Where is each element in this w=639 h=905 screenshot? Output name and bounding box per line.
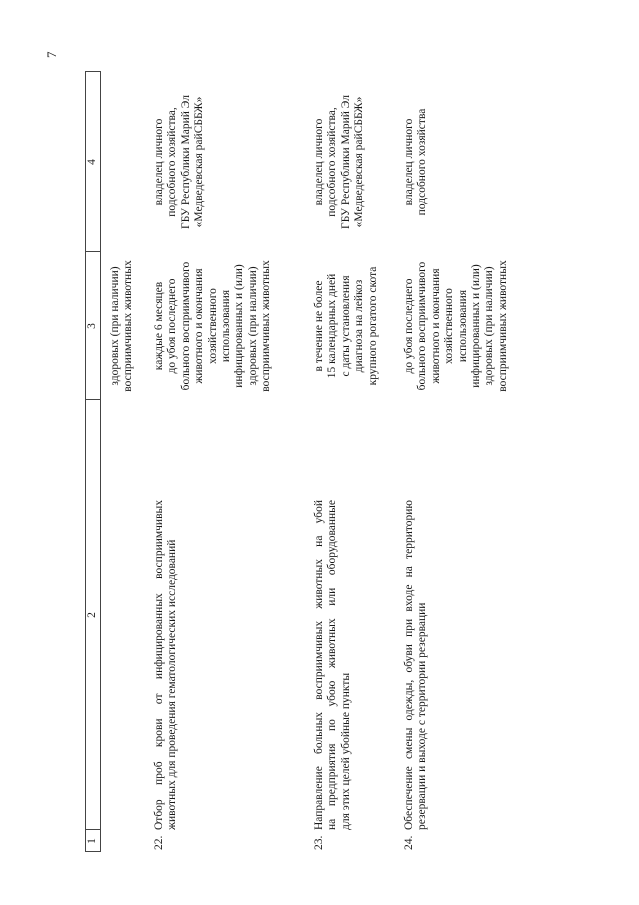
table	[85, 62, 525, 852]
desc-line: для этих целей убойные пункты	[339, 672, 352, 830]
header-col-3: 3	[86, 323, 98, 329]
period-line: крупного рогатого скота	[366, 266, 379, 386]
period-line: животного и окончания	[193, 268, 206, 384]
responsible-line: «Медведевская райСББЖ»	[193, 96, 206, 228]
row-period	[313, 252, 380, 400]
carryover-line: восприимчивых животных	[122, 260, 135, 392]
responsible-line: подсобного хозяйства,	[166, 107, 179, 217]
responsible-line: ГБУ Республики Марий Эл	[179, 95, 192, 229]
period-line: с даты установления	[339, 275, 352, 377]
responsible-line: подсобного хозяйства	[416, 108, 429, 216]
period-line: до убоя последнего	[403, 278, 415, 374]
row-number: 22.	[153, 835, 165, 850]
page-number: 7	[44, 51, 59, 58]
desc-line: Направление больных восприимчивых животных на убой	[313, 500, 325, 830]
desc-line: Отбор проб крови от инфицированных восприимчивых	[153, 500, 165, 830]
period-line: восприимчивых животных	[496, 260, 509, 392]
period-line: восприимчивых животных	[260, 260, 273, 392]
period-line: использования	[220, 289, 233, 363]
period-line: здоровых (при наличии)	[246, 266, 259, 386]
period-line: в течение не более	[313, 280, 325, 372]
period-line: каждые 6 месяцев	[153, 281, 165, 371]
period-line: инфицированных и (или)	[470, 264, 483, 388]
period-line: инфицированных и (или)	[233, 264, 246, 388]
row-period	[403, 252, 510, 400]
responsible-line: подсобного хозяйства,	[326, 107, 339, 217]
header-col-2: 2	[86, 612, 98, 618]
row-number: 23.	[313, 835, 325, 850]
row-responsible	[403, 72, 430, 252]
row-number: 24.	[403, 835, 415, 850]
desc-line: Обеспечение смены одежды, обуви при входе на территорию	[403, 500, 415, 830]
period-line: диагноза на лейкоз	[353, 279, 366, 373]
row-description	[313, 500, 353, 830]
carryover-line: здоровых (при наличии)	[109, 266, 121, 386]
period-line: хозяйственного	[443, 288, 456, 364]
period-line: здоровых (при наличии)	[483, 266, 496, 386]
row-responsible	[153, 72, 207, 252]
period-line: животного и окончания	[429, 268, 442, 384]
responsible-line: владелец личного	[313, 118, 325, 206]
responsible-line: «Медведевская райСББЖ»	[353, 96, 366, 228]
period-line: больного восприимчивого	[179, 261, 192, 391]
period-line: до убоя последнего	[166, 278, 179, 374]
header-bottom-border	[100, 72, 101, 852]
responsible-line: ГБУ Республики Марий Эл	[339, 95, 352, 229]
header-col-1: 1	[86, 838, 98, 844]
period-line: больного восприимчивого	[416, 261, 429, 391]
header-col-4: 4	[86, 159, 98, 165]
row-description	[153, 500, 180, 830]
period-line: использования	[456, 289, 469, 363]
responsible-line: владелец личного	[153, 118, 165, 206]
row-description	[403, 500, 430, 830]
desc-line: резервации и выходе с территории резервации	[416, 602, 429, 830]
desc-line: животных для проведения гематологических исследований	[166, 539, 179, 830]
carryover-col3	[109, 252, 136, 400]
period-line: 15 календарных дней	[326, 273, 339, 379]
desc-line: на предприятия по убою животных или оборудованные	[326, 500, 339, 830]
period-line: хозяйственного	[206, 288, 219, 364]
responsible-line: владелец личного	[403, 118, 415, 206]
row-period	[153, 252, 274, 400]
row-responsible	[313, 72, 367, 252]
